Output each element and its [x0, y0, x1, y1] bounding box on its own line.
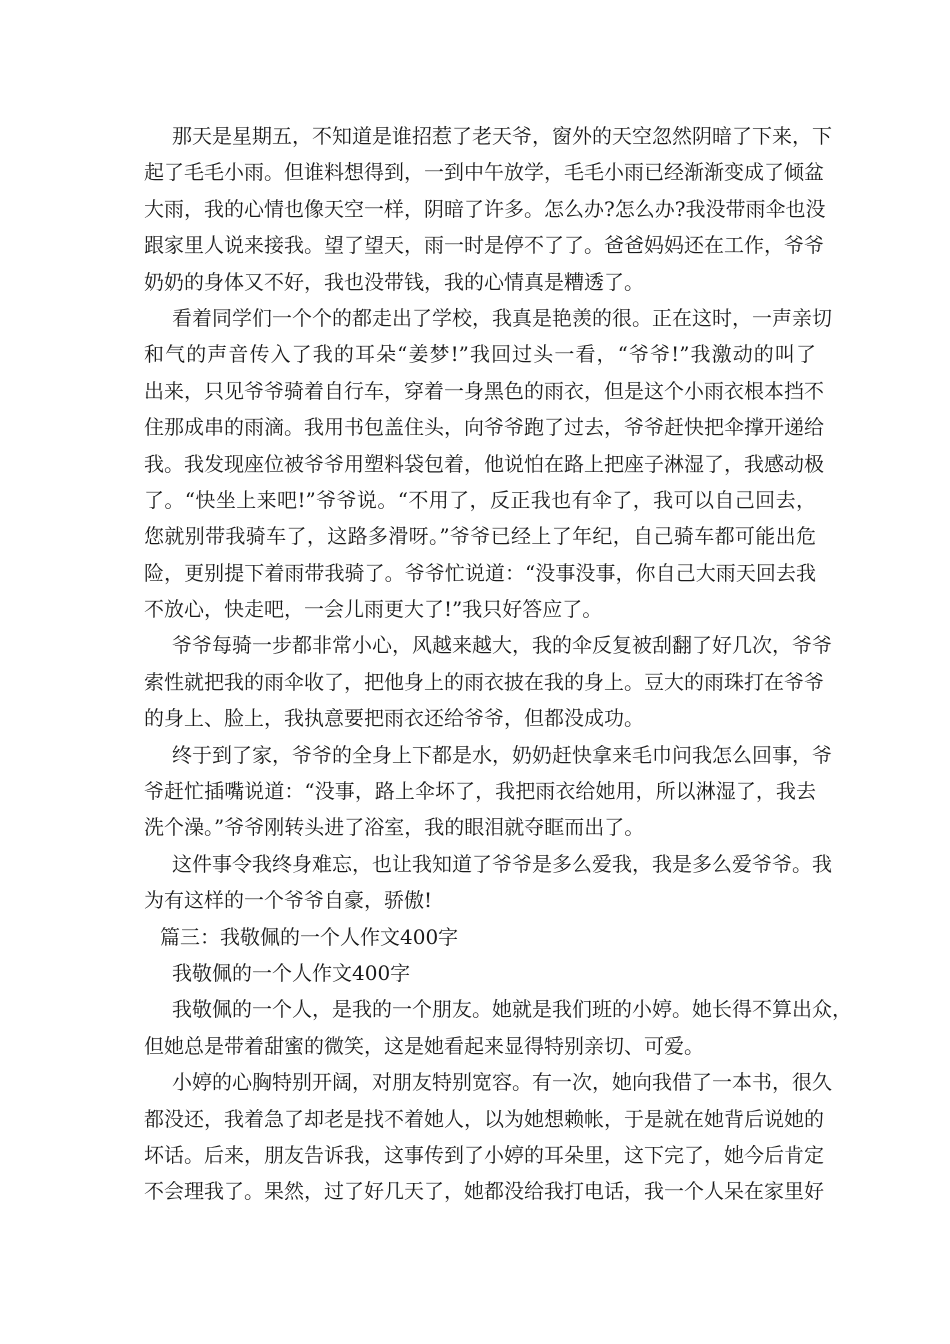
text-line: 险，更别提下着雨带我骑了。爷爷忙说道：“没事没事，你自己大雨天回去我 [144, 560, 816, 585]
essay-text [144, 118, 852, 1210]
section-heading: 篇三：我敬佩的一个人作文400字 [160, 924, 459, 949]
text-line: 住那成串的雨滴。我用书包盖住头，向爷爷跑了过去，爷爷赶快把伞撑开递给 [144, 415, 824, 440]
text-line: 出来，只见爷爷骑着自行车，穿着一身黑色的雨衣，但是这个小雨衣根本挡不 [144, 378, 824, 403]
text-line: 大雨，我的心情也像天空一样，阴暗了许多。怎么办?怎么办?我没带雨伞也没 [144, 196, 826, 221]
text-line: 坏话。后来，朋友告诉我，这事传到了小婷的耳朵里，这下完了，她今后肯定 [144, 1142, 824, 1167]
text-line: 和气的声音传入了我的耳朵“姜梦!”我回过头一看，“爷爷!”我激动的叫了 [144, 342, 816, 367]
text-line: 那天是星期五，不知道是谁招惹了老天爷，窗外的天空忽然阴暗了下来，下 [172, 124, 832, 148]
text-line: 不会理我了。果然，过了好几天了，她都没给我打电话，我一个人呆在家里好 [144, 1179, 824, 1204]
text-line: 洗个澡。”爷爷刚转头进了浴室，我的眼泪就夺眶而出了。 [144, 815, 645, 840]
text-line: 我敬佩的一个人，是我的一个朋友。她就是我们班的小婷。她长得不算出众， [172, 997, 852, 1022]
text-line: 您就别带我骑车了，这路多滑呀。”爷爷已经上了年纪，自己骑车都可能出危 [144, 524, 816, 549]
text-line: 索性就把我的雨伞收了，把他身上的雨衣披在我的身上。豆大的雨珠打在爷爷 [144, 669, 824, 694]
text-line: 跟家里人说来接我。望了望天，雨一时是停不了了。爸爸妈妈还在工作，爷爷 [144, 233, 824, 258]
text-line: 终于到了家，爷爷的全身上下都是水，奶奶赶快拿来毛巾问我怎么回事，爷 [172, 742, 832, 767]
text-line: 为有这样的一个爷爷自豪，骄傲! [144, 888, 433, 913]
text-line: 起了毛毛小雨。但谁料想得到，一到中午放学，毛毛小雨已经渐渐变成了倾盆 [144, 160, 824, 185]
text-line: 都没还，我着急了却老是找不着她人，以为她想赖帐，于是就在她背后说她的 [144, 1106, 824, 1131]
text-line: 小婷的心胸特别开阔，对朋友特别宽容。有一次，她向我借了一本书，很久 [172, 1070, 832, 1095]
text-line: 爷爷每骑一步都非常小心，风越来越大，我的伞反复被刮翻了好几次，爷爷 [172, 633, 832, 658]
text-line: 的身上、脸上，我执意要把雨衣还给爷爷，但都没成功。 [144, 706, 644, 731]
text-line: 奶奶的身体又不好，我也没带钱，我的心情真是糟透了。 [144, 269, 644, 294]
text-line: 爷赶忙插嘴说道：“没事，路上伞坏了，我把雨衣给她用，所以淋湿了，我去 [144, 779, 816, 804]
text-line: 我敬佩的一个人作文400字 [172, 960, 411, 985]
text-line: 了。“快坐上来吧!”爷爷说。“不用了，反正我也有伞了，我可以自己回去， [144, 487, 816, 512]
text-line: 但她总是带着甜蜜的微笑，这是她看起来显得特别亲切、可爱。 [144, 1033, 704, 1058]
text-line: 我。我发现座位被爷爷用塑料袋包着，他说怕在路上把座子淋湿了，我感动极 [144, 451, 824, 476]
text-line: 不放心，快走吧，一会儿雨更大了!”我只好答应了。 [144, 597, 603, 622]
text-line: 这件事令我终身难忘，也让我知道了爷爷是多么爱我，我是多么爱爷爷。我 [172, 851, 832, 876]
text-line: 看着同学们一个个的都走出了学校，我真是艳羡的很。正在这时，一声亲切 [172, 305, 832, 330]
